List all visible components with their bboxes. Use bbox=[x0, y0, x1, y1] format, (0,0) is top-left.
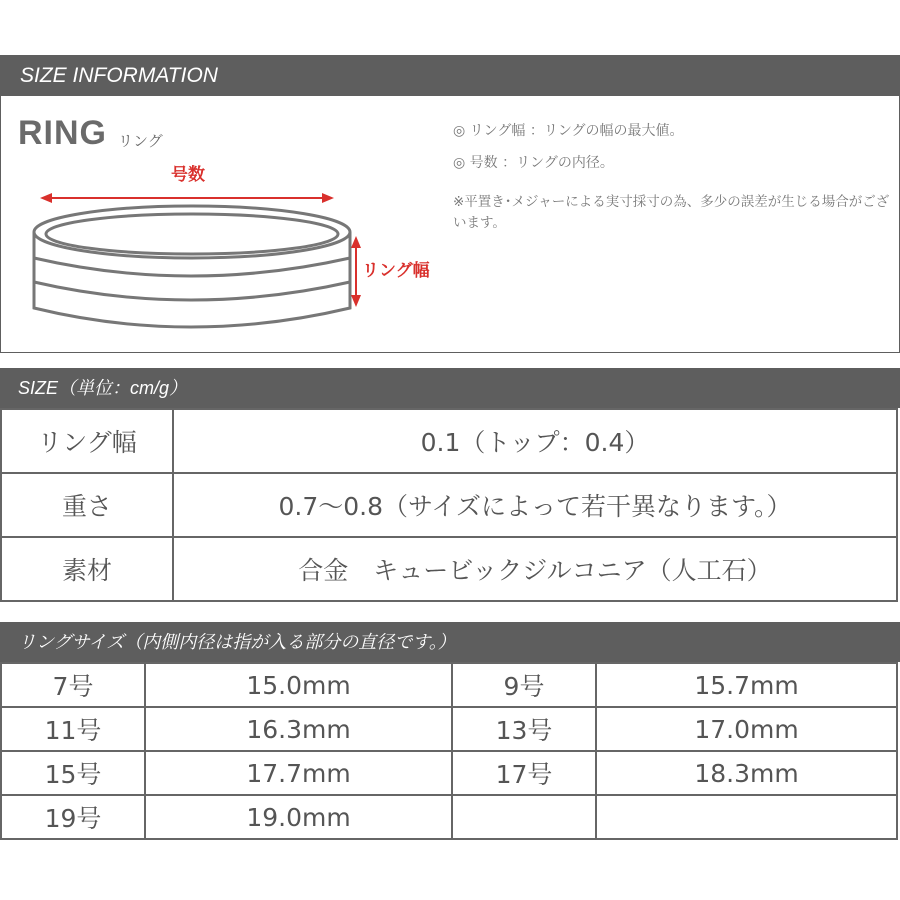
ring-size-diameter: 16.3mm bbox=[145, 707, 452, 751]
ring-size-number: 17号 bbox=[452, 751, 596, 795]
ring-size-header: リングサイズ（内側内径は指が入る部分の直径です。） bbox=[0, 622, 900, 662]
table-row bbox=[1, 409, 897, 473]
ring-size-number: 11号 bbox=[1, 707, 145, 751]
size-label: 号数 bbox=[171, 165, 205, 185]
ring-size-number: 19号 bbox=[1, 795, 145, 839]
ring-size-diameter: 19.0mm bbox=[145, 795, 452, 839]
table-row bbox=[1, 473, 897, 537]
ring-size-diameter: 17.7mm bbox=[145, 751, 452, 795]
ring-subtitle: リング bbox=[118, 132, 163, 150]
ring-size-number bbox=[452, 795, 596, 839]
ring-size-number: 7号 bbox=[1, 663, 145, 707]
spec-value: 0.7～0.8（サイズによって若干異なります。） bbox=[173, 473, 897, 537]
ring-size-table bbox=[0, 662, 898, 840]
ring-size-diameter: 18.3mm bbox=[596, 751, 897, 795]
spec-value: 0.1（トップ：0.4） bbox=[173, 409, 897, 473]
note-measurement: ※平置き･メジャーによる実寸採寸の為、多少の誤差が生じる場合がございます。 bbox=[453, 194, 890, 231]
size-unit-header: SIZE（単位：cm/g） bbox=[0, 368, 900, 408]
ring-size-diameter: 15.0mm bbox=[145, 663, 452, 707]
spec-value: 合金 キュービックジルコニア（人工石） bbox=[173, 537, 897, 601]
ring-shape-icon bbox=[34, 206, 350, 327]
spec-label: 素材 bbox=[1, 537, 173, 601]
table-row bbox=[1, 795, 897, 839]
ring-size-number: 15号 bbox=[1, 751, 145, 795]
note-ring-width: ◎ リング幅 ：リングの幅の最大値。 bbox=[453, 123, 684, 139]
ring-diagram bbox=[0, 150, 450, 340]
size-arrow bbox=[40, 193, 334, 203]
width-arrow bbox=[351, 236, 361, 307]
table-row bbox=[1, 663, 897, 707]
ring-size-diameter bbox=[596, 795, 897, 839]
table-row bbox=[1, 707, 897, 751]
width-label: リング幅 bbox=[362, 261, 430, 281]
ring-size-diameter: 17.0mm bbox=[596, 707, 897, 751]
size-information-header: SIZE INFORMATION bbox=[0, 55, 900, 96]
table-row bbox=[1, 751, 897, 795]
table-row bbox=[1, 537, 897, 601]
note-ring-size: ◎ 号数 ：リングの内径。 bbox=[453, 155, 614, 171]
spec-table bbox=[0, 408, 898, 602]
ring-size-diameter: 15.7mm bbox=[596, 663, 897, 707]
spec-label: リング幅 bbox=[1, 409, 173, 473]
spec-label: 重さ bbox=[1, 473, 173, 537]
ring-size-number: 13号 bbox=[452, 707, 596, 751]
ring-title: RING bbox=[18, 114, 107, 152]
ring-size-number: 9号 bbox=[452, 663, 596, 707]
